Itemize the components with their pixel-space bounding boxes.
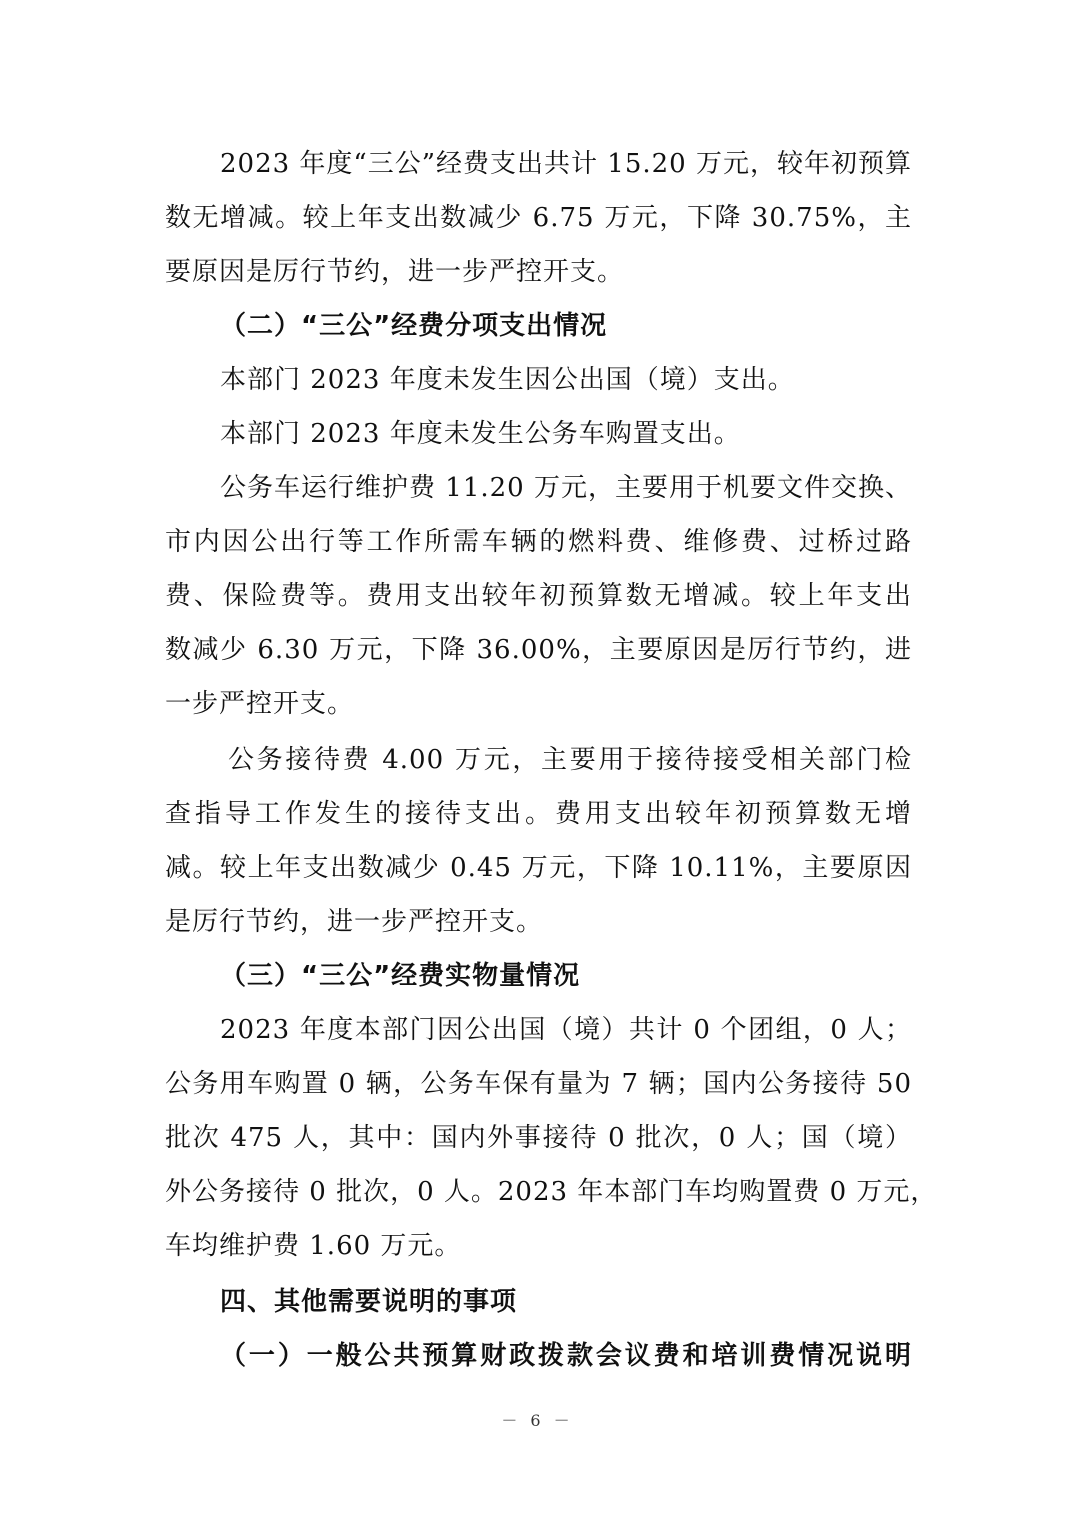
paragraph-line: 一步严控开支。 bbox=[165, 689, 355, 719]
paragraph-line: 2023 年度本部门因公出国（境）共计 0 个团组，0 人； bbox=[220, 1015, 912, 1045]
paragraph-line: 要原因是厉行节约，进一步严控开支。 bbox=[165, 257, 625, 287]
section-heading: （三）“三公”经费实物量情况 bbox=[220, 961, 581, 991]
paragraph-line: 外公务接待 0 批次，0 人。2023 年本部门车均购置费 0 万元， bbox=[165, 1177, 938, 1207]
section-heading: （二）“三公”经费分项支出情况 bbox=[220, 311, 608, 341]
page-number: － 6 － bbox=[501, 1411, 574, 1430]
paragraph-line: 公务车运行维护费 11.20 万元，主要用于机要文件交换、 bbox=[220, 473, 912, 503]
paragraph-line: 2023 年度“三公”经费支出共计 15.20 万元，较年初预算 bbox=[220, 149, 912, 179]
paragraph-line: 公务接待费 4.00 万元，主要用于接待接受相关部门检 bbox=[228, 745, 912, 775]
paragraph-line: 批次 475 人，其中：国内外事接待 0 批次，0 人；国（境） bbox=[165, 1123, 912, 1153]
paragraph-line: 费、保险费等。费用支出较年初预算数无增减。较上年支出 bbox=[165, 581, 912, 611]
paragraph-line: 数减少 6.30 万元，下降 36.00%，主要原因是厉行节约，进 bbox=[165, 635, 912, 665]
paragraph-line: 减。较上年支出数减少 0.45 万元，下降 10.11%，主要原因 bbox=[165, 853, 912, 883]
paragraph-line: 本部门 2023 年度未发生公务车购置支出。 bbox=[220, 419, 741, 449]
paragraph-line: 本部门 2023 年度未发生因公出国（境）支出。 bbox=[220, 365, 795, 395]
paragraph-line: 查指导工作发生的接待支出。费用支出较年初预算数无增 bbox=[165, 799, 912, 829]
subsection-heading: （一）一般公共预算财政拨款会议费和培训费情况说明 bbox=[220, 1341, 912, 1371]
section-heading: 四、其他需要说明的事项 bbox=[220, 1287, 518, 1317]
paragraph-line: 是厉行节约，进一步严控开支。 bbox=[165, 907, 544, 937]
paragraph-line: 数无增减。较上年支出数减少 6.75 万元，下降 30.75%，主 bbox=[165, 203, 912, 233]
paragraph-line: 公务用车购置 0 辆，公务车保有量为 7 辆；国内公务接待 50 bbox=[165, 1069, 912, 1099]
paragraph-line: 市内因公出行等工作所需车辆的燃料费、维修费、过桥过路 bbox=[165, 527, 912, 557]
paragraph-line: 车均维护费 1.60 万元。 bbox=[165, 1231, 462, 1261]
